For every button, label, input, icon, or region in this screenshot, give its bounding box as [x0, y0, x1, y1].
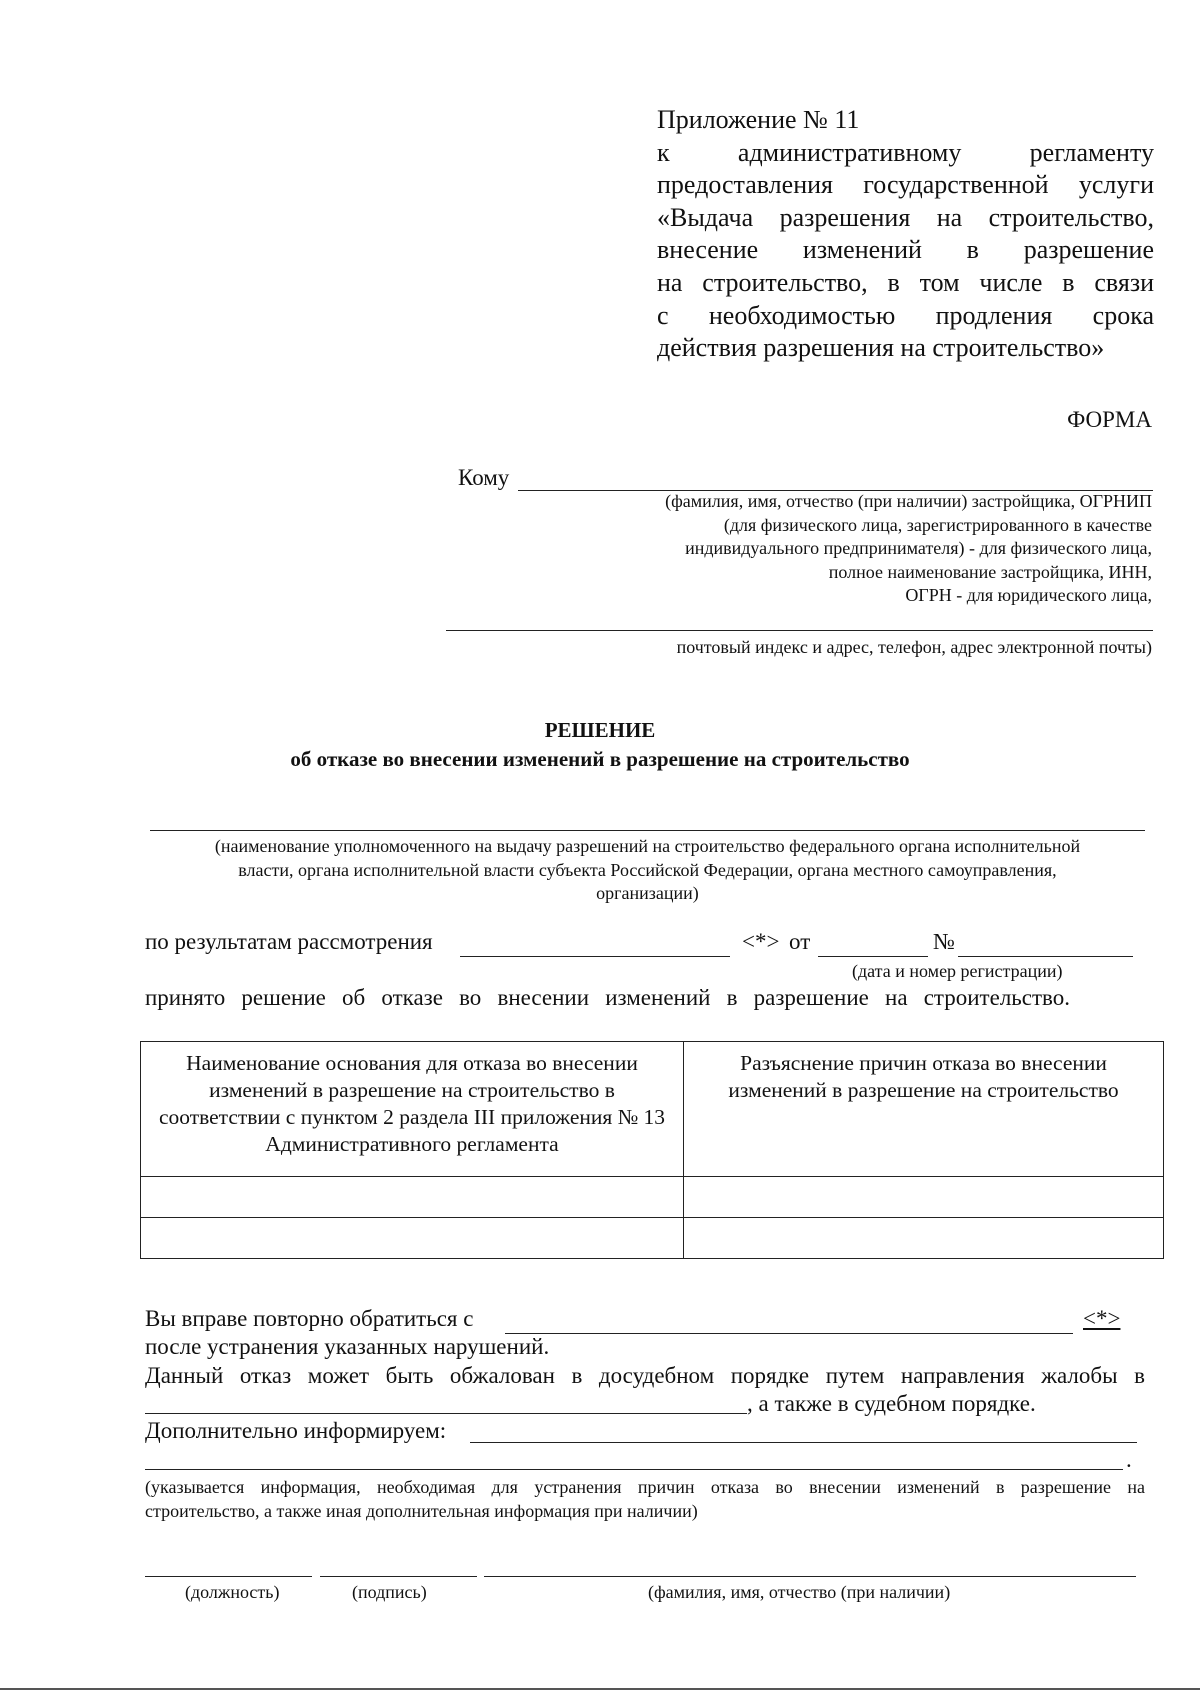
appendix-word: к	[657, 137, 670, 167]
appendix-line: действия разрешения на строительство»	[657, 333, 1105, 363]
appeal-text	[145, 1362, 1145, 1390]
position-line[interactable]	[145, 1576, 312, 1577]
name-caption: (фамилия, имя, отчество (при наличии)	[648, 1582, 951, 1602]
table-header-cell: Наименование основания для отказа во внесении изменений в разрешение на строительство в соответствии с пунктом 2 раздела III приложения № 13 Административного регламента	[141, 1042, 684, 1177]
review-from: от	[789, 929, 811, 954]
name-line[interactable]	[484, 1576, 1136, 1577]
additional-field-line-2[interactable]	[145, 1469, 1123, 1470]
decision-title: РЕШЕНИЕ	[544, 718, 656, 742]
appendix-number: Приложение № 11	[657, 105, 860, 134]
caption-line: ОГРН - для юридического лица,	[905, 585, 1152, 605]
appeal-tail: , а также в судебном порядке.	[747, 1391, 1036, 1416]
caption-line: (для физического лица, зарегистрированного в качестве	[723, 514, 1152, 535]
caption-line: строительство, а также иная дополнительная информация при наличии)	[145, 1500, 698, 1521]
review-number-sign: №	[933, 929, 955, 954]
review-label: по результатам рассмотрения	[145, 929, 433, 954]
reasons-table	[140, 1041, 1164, 1259]
caption-line: власти, органа исполнительной власти субъекта Российской Федерации, органа местного самоуправления,	[238, 859, 1057, 880]
registration-number-line[interactable]	[958, 956, 1133, 957]
table-cell[interactable]	[684, 1218, 1164, 1259]
authority-caption	[140, 835, 1155, 906]
appendix-line: внесение изменений в разрешение	[657, 235, 1154, 265]
additional-caption	[145, 1476, 1145, 1523]
table-cell[interactable]	[141, 1218, 684, 1259]
authority-field-line[interactable]	[150, 830, 1145, 831]
review-star: <*>	[742, 929, 780, 954]
position-caption: (должность)	[185, 1582, 280, 1602]
page-edge	[0, 1688, 1200, 1690]
caption-line: индивидуального предпринимателя) - для физического лица,	[685, 538, 1152, 558]
appendix-block	[657, 104, 1154, 365]
appendix-word: регламенту	[1029, 137, 1154, 167]
repeat-label: Вы вправе повторно обратиться с	[145, 1306, 474, 1331]
table-row	[141, 1177, 1164, 1218]
decision-text-line: принято решение об отказе во внесении изменений в разрешение на строительство.	[145, 985, 1070, 1010]
caption-line: организации)	[596, 883, 699, 903]
table-cell[interactable]	[684, 1177, 1164, 1218]
recipient-label: Кому	[458, 465, 510, 490]
appendix-line	[657, 137, 1154, 170]
appeal-line: Данный отказ может быть обжалован в досудебном порядке путем направления жалобы в	[145, 1363, 1145, 1388]
signature-caption: (подпись)	[352, 1582, 427, 1602]
signature-line[interactable]	[320, 1576, 477, 1577]
registration-caption: (дата и номер регистрации)	[852, 961, 1063, 981]
registration-date-line[interactable]	[818, 956, 928, 957]
appendix-line: на строительство, в том числе в связи	[657, 267, 1154, 297]
table-row	[141, 1218, 1164, 1259]
additional-field-line-1[interactable]	[470, 1442, 1137, 1443]
address-field-line[interactable]	[446, 630, 1153, 631]
appendix-line: с необходимостью продления срока	[657, 300, 1154, 330]
caption-line: (фамилия, имя, отчество (при наличии) застройщика, ОГРНИП	[665, 491, 1152, 511]
additional-label: Дополнительно информируем:	[145, 1418, 447, 1443]
appendix-line: предоставления государственной услуги	[657, 170, 1154, 200]
decision-text	[145, 984, 1070, 1012]
appendix-line: «Выдача разрешения на строительство,	[657, 202, 1154, 232]
form-label: ФОРМА	[1067, 407, 1152, 432]
repeat-line2: после устранения указанных нарушений.	[145, 1334, 550, 1359]
table-cell[interactable]	[141, 1177, 684, 1218]
repeat-field-line[interactable]	[505, 1333, 1073, 1334]
recipient-caption	[665, 490, 1152, 608]
address-caption: почтовый индекс и адрес, телефон, адрес электронной почты)	[676, 637, 1152, 657]
caption-line: полное наименование застройщика, ИНН,	[828, 561, 1152, 582]
additional-dot: .	[1126, 1447, 1132, 1472]
table-header-cell: Разъяснение причин отказа во внесении изменений в разрешение на строительство	[684, 1042, 1164, 1177]
appeal-field-line[interactable]	[145, 1413, 747, 1414]
review-field-line[interactable]	[460, 956, 730, 957]
decision-subtitle: об отказе во внесении изменений в разрешение на строительство	[290, 747, 910, 771]
caption-line: (наименование уполномоченного на выдачу разрешений на строительство федерального органа исполнительной	[214, 836, 1081, 856]
repeat-star: <*>	[1083, 1306, 1121, 1331]
table-header-row	[141, 1042, 1164, 1177]
appendix-word: административному	[737, 137, 962, 167]
caption-line: (указывается информация, необходимая для устранения причин отказа во внесении изменений в разрешение на	[145, 1477, 1145, 1497]
